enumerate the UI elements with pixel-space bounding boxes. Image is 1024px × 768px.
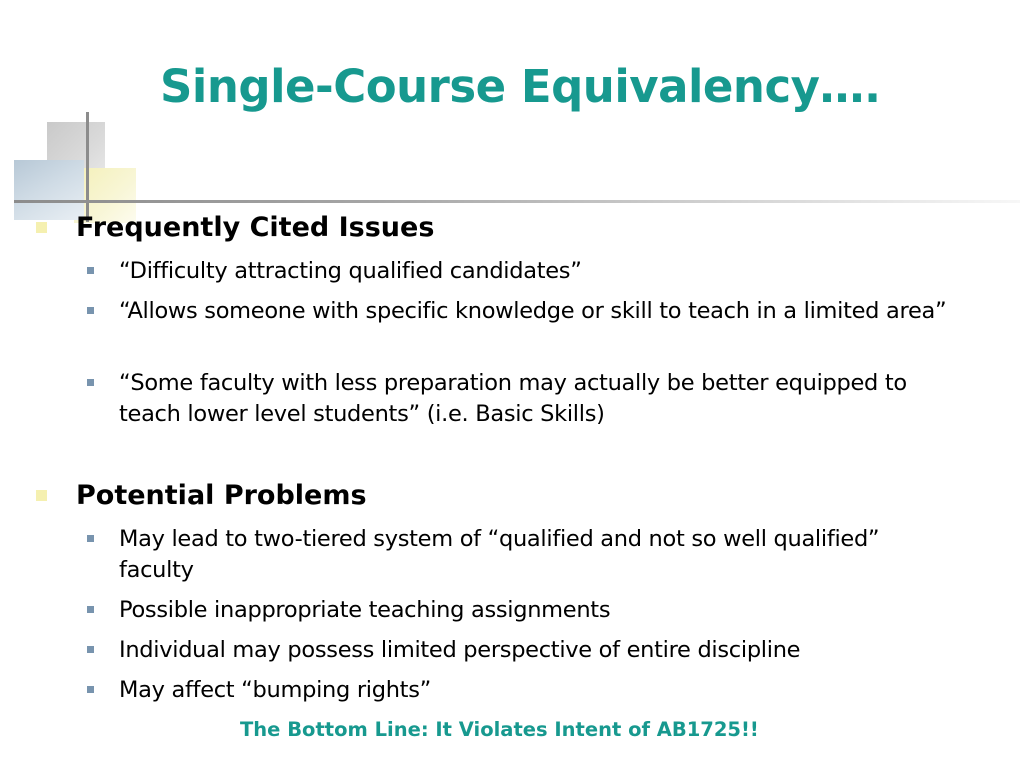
square-bullet-icon — [87, 379, 94, 386]
title-divider-line — [14, 200, 1020, 203]
list-item — [87, 595, 967, 626]
section-label: Frequently Cited Issues — [76, 212, 435, 243]
decorative-blue-square — [14, 160, 84, 220]
list-item-text: Individual may possess limited perspective of entire discipline — [119, 637, 801, 663]
square-bullet-icon — [36, 490, 47, 501]
square-bullet-icon — [87, 307, 94, 314]
square-bullet-icon — [87, 686, 94, 693]
section-label: Potential Problems — [76, 480, 367, 511]
list-item — [87, 524, 917, 586]
list-item — [87, 256, 947, 287]
list-item-text: “Some faculty with less preparation may actually be better equipped to teach lower level students” (i.e. Basic Skills) — [119, 370, 907, 427]
list-item — [87, 675, 967, 706]
square-bullet-icon — [87, 646, 94, 653]
section-heading-potential-problems — [36, 480, 367, 511]
square-bullet-icon — [87, 535, 94, 542]
list-item-text: May affect “bumping rights” — [119, 677, 431, 703]
list-item-text: “Difficulty attracting qualified candidates” — [119, 258, 582, 284]
slide-title: Single-Course Equivalency…. — [160, 60, 881, 113]
list-item-text: “Allows someone with specific knowledge or skill to teach in a limited area” — [119, 298, 947, 324]
bottom-line-callout: The Bottom Line: It Violates Intent of AB1725!! — [240, 718, 759, 741]
list-item — [87, 296, 947, 327]
section-heading-frequently-cited-issues — [36, 212, 434, 243]
list-item — [87, 635, 987, 666]
square-bullet-icon — [36, 222, 47, 233]
square-bullet-icon — [87, 267, 94, 274]
decorative-vertical-line — [86, 112, 89, 222]
square-bullet-icon — [87, 606, 94, 613]
list-item-text: Possible inappropriate teaching assignments — [119, 597, 611, 623]
list-item-text: May lead to two-tiered system of “qualified and not so well qualified” faculty — [119, 526, 880, 583]
list-item — [87, 368, 917, 430]
